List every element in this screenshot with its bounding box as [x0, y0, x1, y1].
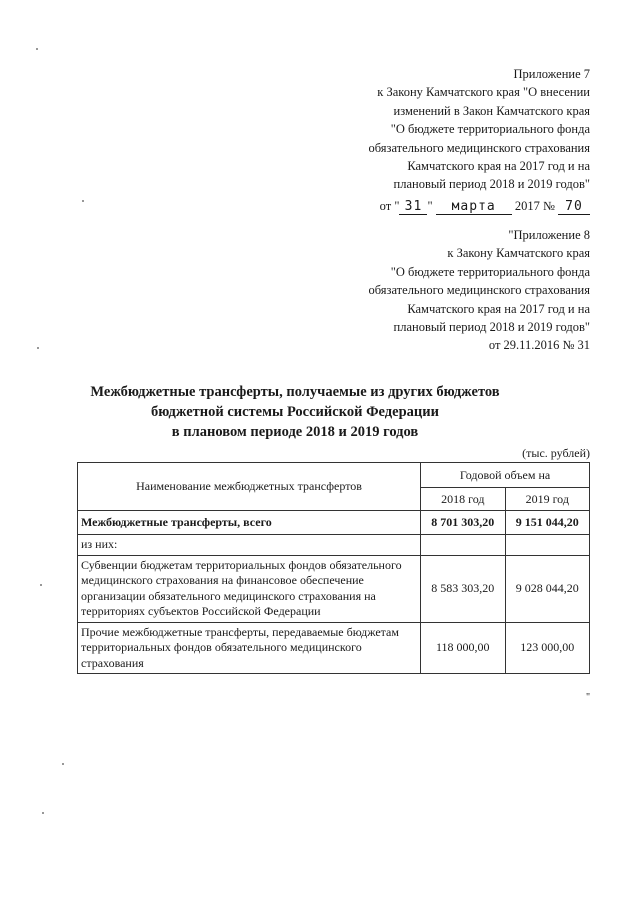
row-name: Межбюджетные трансферты, всего	[78, 511, 421, 535]
date-day: 31	[399, 200, 427, 215]
appendix-7-line: обязательного медицинского страхования	[368, 140, 590, 155]
scan-speck	[42, 812, 44, 814]
table-row	[78, 622, 590, 674]
document-title	[60, 382, 530, 442]
appendix-8-header	[368, 226, 590, 355]
date-mid-quote: "	[427, 198, 433, 213]
row-value-2018: 8 701 303,20	[421, 511, 505, 535]
appendix-8-line: Камчатского края на 2017 год и на	[407, 301, 590, 316]
row-name: Субвенции бюджетам территориальных фондов обязательного медицинского страхования на финансовое обеспечение организации обязательного медицинского страхования на территориях субъектов Российской Федерации	[78, 555, 421, 622]
appendix-7-date-line	[368, 197, 590, 215]
appendix-8-line: "О бюджете территориального фонда	[390, 264, 590, 279]
table-row-of-which	[78, 535, 590, 556]
row-value-2018	[421, 535, 505, 556]
row-name: Прочие межбюджетные трансферты, передаваемые бюджетам территориальных фондов обязательного медицинского страхования	[78, 622, 421, 674]
appendix-7-header	[368, 65, 590, 215]
appendix-8-line: к Закону Камчатского края	[447, 246, 590, 261]
closing-quote: "	[586, 692, 591, 703]
appendix-8-line: обязательного медицинского страхования	[368, 283, 590, 298]
header-name: Наименование межбюджетных трансфертов	[78, 463, 421, 511]
units-label: (тыс. рублей)	[522, 446, 590, 460]
header-year-2018: 2018 год	[421, 488, 505, 511]
scan-speck	[82, 200, 84, 202]
scan-speck	[40, 584, 42, 586]
appendix-7-line: "О бюджете территориального фонда	[390, 122, 590, 137]
transfers-table	[77, 462, 590, 674]
appendix-7-line: плановый период 2018 и 2019 годов"	[393, 177, 590, 192]
header-annual-volume: Годовой объем на	[421, 463, 590, 488]
scan-speck	[36, 48, 38, 50]
table-row-total	[78, 511, 590, 535]
date-prefix: от "	[379, 198, 400, 213]
table-row	[78, 555, 590, 622]
appendix-8-line: "Приложение 8	[508, 228, 590, 242]
number-sign: №	[542, 198, 555, 213]
scan-speck	[62, 763, 64, 765]
scan-speck	[37, 347, 39, 349]
row-value-2019	[505, 535, 589, 556]
law-number: 70	[558, 200, 590, 215]
title-line: Межбюджетные трансферты, получаемые из других бюджетов	[90, 384, 500, 400]
title-line: в плановом периоде 2018 и 2019 годов	[171, 424, 419, 440]
row-value-2019: 123 000,00	[505, 622, 589, 674]
date-month: марта	[436, 200, 512, 215]
row-value-2018: 118 000,00	[421, 622, 505, 674]
row-name: из них:	[78, 535, 421, 556]
appendix-7-line: Камчатского края на 2017 год и на	[407, 159, 590, 174]
header-year-2019: 2019 год	[505, 488, 589, 511]
appendix-8-date-line: от 29.11.2016 № 31	[488, 338, 590, 353]
row-value-2018: 8 583 303,20	[421, 555, 505, 622]
appendix-8-line: плановый период 2018 и 2019 годов"	[393, 320, 590, 335]
title-line: бюджетной системы Российской Федерации	[151, 404, 439, 420]
appendix-7-line: изменений в Закон Камчатского края	[393, 103, 590, 118]
row-value-2019: 9 028 044,20	[505, 555, 589, 622]
appendix-7-line: к Закону Камчатского края "О внесении	[377, 85, 590, 100]
appendix-7-line: Приложение 7	[513, 67, 590, 81]
date-year: 2017	[514, 198, 540, 213]
row-value-2019: 9 151 044,20	[505, 511, 589, 535]
